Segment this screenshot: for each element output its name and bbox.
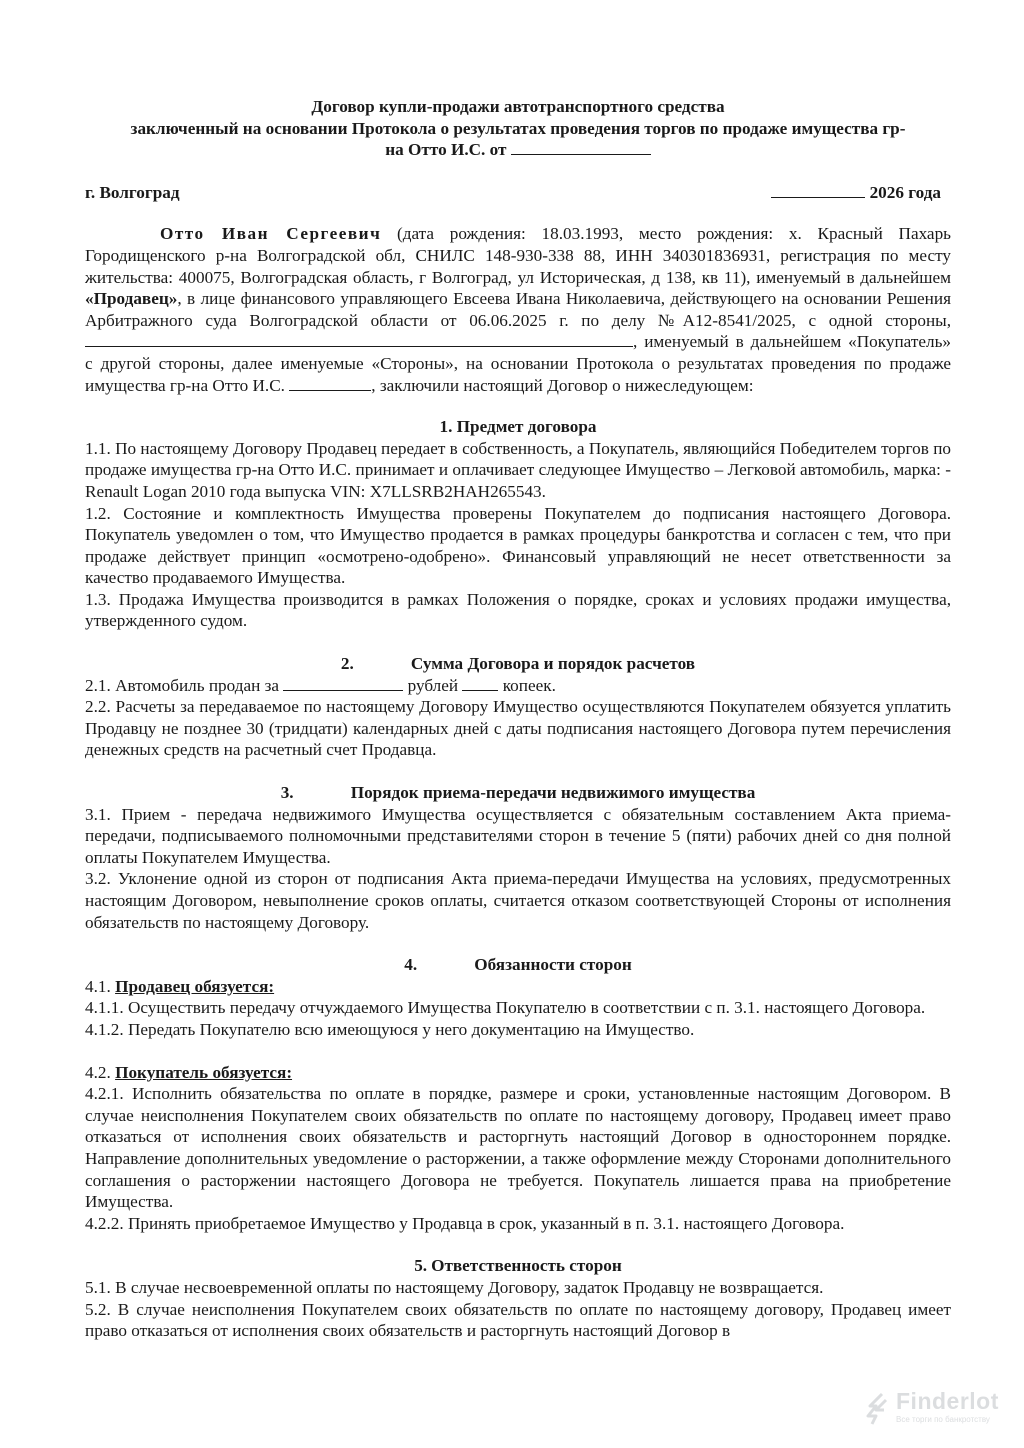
clause-1-2: 1.2. Состояние и комплектность Имущества проверены Покупателем до подписания настоящего Договора. Покупатель уведомлен о том, что Имущество продается в рамках процедуры банкротства и согласен с тем, что при продаже действует принцип «осмотрено-одобрено». Финансовый управляющий не несет ответственности за качество продаваемого Имущества. <box>85 503 951 588</box>
seller-name: Отто Иван Сергеевич <box>160 224 382 244</box>
section-4-number: 4. <box>404 955 418 975</box>
preamble-part5: , заключили настоящий Договор о нижеследующем: <box>371 375 754 395</box>
clause-3-2: 3.2. Уклонение одной из сторон от подписания Акта приема-передачи Имущества на условиях, предусмотренных настоящим Договором, невыполнение сроков оплаты, считается отказом соответствующей Стороны от исполнения обязательств по настоящему Договору. <box>85 869 951 932</box>
price-rubles-blank <box>283 675 403 691</box>
preamble-part1: (дата рождения: 18.03.1993, место рождения: х. Красный Пахарь Городищенского р-на Волгоградской обл, СНИЛС 148-930-338 88, ИНН 340301836931, регистрация по месту жительства: 400075, Волгоградская область, г Волгоград, ул Историческая, д 138, кв 11), именуемый в дальнейшем <box>85 224 951 287</box>
section-3-heading <box>85 782 951 804</box>
clause-4-1-number: 4.1. <box>85 976 116 996</box>
clause-4-2-number: 4.2. <box>85 1062 116 1082</box>
preamble-part3: , <box>633 332 638 352</box>
date-blank <box>771 182 865 198</box>
contract-year: 2026 года <box>869 182 941 202</box>
clause-2-1 <box>85 675 951 697</box>
section-5-heading <box>85 1255 951 1277</box>
clause-2-1-text: 2.1. Автомобиль продан за <box>85 675 280 695</box>
section-5-number: 5. <box>414 1256 428 1276</box>
city-date-row <box>85 182 951 204</box>
section-5-title: Ответственность сторон <box>431 1256 622 1276</box>
clause-4-1 <box>85 976 951 998</box>
finderlot-watermark <box>866 1386 1024 1436</box>
protocol-date-blank <box>511 139 651 155</box>
spacer <box>85 396 951 408</box>
section-4-heading <box>85 954 951 976</box>
clause-5-2: 5.2. В случае неисполнения Покупателем своих обязательств по оплате по настоящему договору, Продавец имеет право отказаться от исполнения своих обязательств и расторгнуть настоящий Договор в <box>85 1299 951 1341</box>
city: г. Волгоград <box>85 182 180 202</box>
clause-4-1-2: 4.1.2. Передать Покупателю всю имеющуюся у него документацию на Имущество. <box>85 1019 695 1039</box>
kopecks-label: копеек. <box>502 675 556 695</box>
seller-role: «Продавец» <box>85 289 178 309</box>
preamble-part2: , в лице финансового управляющего Евсеева Ивана Николаевича, действующего на основании Решения Арбитражного суда Волгоградской области от 06.06.2025 г. по делу №А12-8541/2025, с одной стороны, <box>85 289 951 330</box>
buyer-obligations-label: Покупатель обязуется: <box>115 1062 293 1082</box>
section-4-title: Обязанности сторон <box>474 955 632 975</box>
clause-4-2-2: 4.2.2. Принять приобретаемое Имущество у Продавца в срок, указанный в п. 3.1. настоящего Договора. <box>85 1213 845 1233</box>
section-3-title: Порядок приема-передачи недвижимого имущества <box>350 783 756 803</box>
clause-4-2 <box>85 1062 951 1084</box>
price-kopecks-blank <box>462 675 498 691</box>
clause-2-2: 2.2. Расчеты за передаваемое по настоящему Договору Имущество осуществляются Покупателем обязуется уплатить Продавцу не позднее 30 (тридцати) календарных дней с даты подписания настоящего Договора путем перечисления денежных средств на расчетный счет Продавца. <box>85 697 951 760</box>
clause-4-1-1: 4.1.1. Осуществить передачу отчуждаемого Имущества Покупателю в соответствии с п. 3.1. настоящего Договора. <box>85 998 926 1018</box>
contract-title-line1: Договор купли-продажи автотранспортного средства <box>311 97 725 116</box>
rubles-label: рублей <box>407 675 459 695</box>
buyer-name-blank <box>85 331 633 347</box>
clause-1-3: 1.3. Продажа Имущества производится в рамках Положения о порядке, сроках и условиях продажи имущества, утвержденного судом. <box>85 589 951 631</box>
finderlot-logo-icon <box>866 1392 888 1426</box>
contract-title-line3 <box>85 139 951 161</box>
clause-5-1: 5.1. В случае несвоевременной оплаты по настоящему Договору, задаток Продавцу не возвращается. <box>85 1277 824 1297</box>
preamble-part4: именуемый в дальнейшем «Покупатель» с другой стороны, далее именуемые «Стороны», на основании Протокола о результатах проведения по продаже имущества гр-на Отто И.С. <box>85 332 952 395</box>
section-2-title: Сумма Договора и порядок расчетов <box>410 654 696 674</box>
preamble <box>85 223 951 396</box>
section-2-number: 2. <box>340 654 354 674</box>
watermark-tagline: Все торги по банкротству <box>896 1415 990 1424</box>
section-3-number: 3. <box>280 783 294 803</box>
spacer <box>85 1041 951 1062</box>
contract-document <box>85 96 951 1342</box>
title-line3-text: на Отто И.С. от <box>385 140 507 160</box>
contract-date <box>771 182 941 204</box>
protocol-number-blank <box>289 375 371 391</box>
section-1-heading: 1. Предмет договора <box>439 417 597 437</box>
contract-title-line2: заключенный на основании Протокола о результатах проведения торгов по продаже имущества гр- <box>130 118 906 138</box>
watermark-name: Finderlot <box>896 1388 999 1414</box>
clause-1-1: 1.1. По настоящему Договору Продавец передает в собственность, а Покупатель, являющийся Победителем торгов по продаже имущества гр-на Отто И.С. принимает и оплачивает следующее Имущество – Легковой автомобиль, марка: -Renault Logan 2010 года выпуска VIN: X7LLSRB2HAH265543. <box>85 438 951 501</box>
clause-3-1: 3.1. Прием - передача недвижимого Имущества осуществляется с обязательным составлением Акта приема-передачи, подписываемого полномочными представителями сторон в течение 5 (пяти) рабочих дней со дня полной оплаты Покупателем Имущества. <box>85 804 951 867</box>
clause-4-2-1: 4.2.1. Исполнить обязательства по оплате в порядке, размере и сроки, установленные настоящим Договором. В случае неисполнения Покупателем своих обязательств по оплате по настоящему договору, Продавец имеет право отказаться от исполнения своих обязательств и расторгнуть настоящий Договор в одностороннем порядке. Направление дополнительных уведомление о расторжении, а также оформление между Сторонами дополнительного соглашения о расторжении настоящего Договора не требуется. Покупатель лишается права на приобретение Имущества. <box>85 1084 951 1212</box>
seller-obligations-label: Продавец обязуется: <box>115 976 275 996</box>
section-2-heading <box>85 653 951 675</box>
